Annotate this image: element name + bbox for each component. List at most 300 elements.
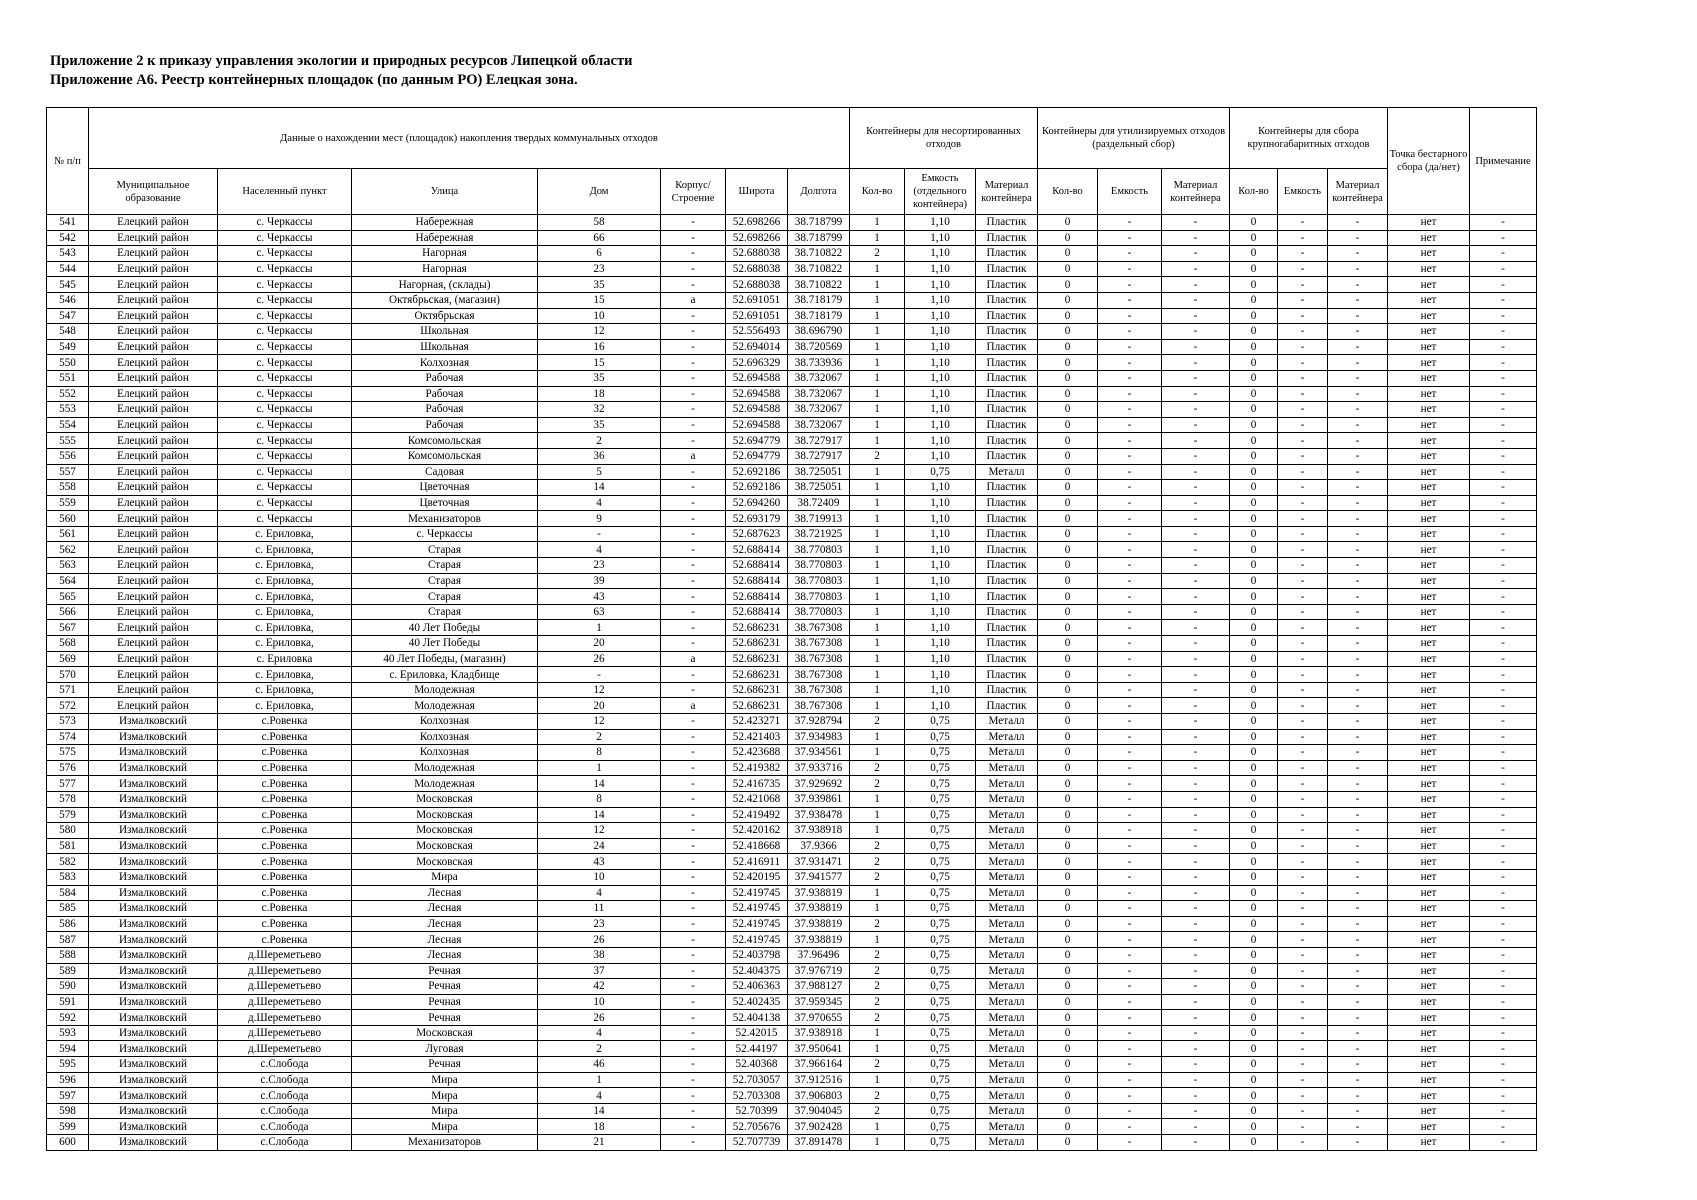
header-row-number: № п/п	[47, 108, 89, 215]
cell-recycle-material: -	[1162, 495, 1230, 511]
cell-bulky-material: -	[1328, 495, 1388, 511]
cell-unsorted-material: Металл	[976, 963, 1038, 979]
cell-unsorted-capacity: 0,75	[905, 1088, 976, 1104]
cell-street: Колхозная	[352, 745, 538, 761]
cell-recycle-material: -	[1162, 417, 1230, 433]
table-row	[47, 776, 1537, 792]
cell-unsorted-material: Пластик	[976, 698, 1038, 714]
cell-street: Мира	[352, 869, 538, 885]
cell-recycle-count: 0	[1038, 979, 1098, 995]
cell-bulky-material: -	[1328, 1119, 1388, 1135]
cell-latitude: 52.419745	[726, 885, 788, 901]
cell-bagless-point: нет	[1388, 651, 1470, 667]
cell-bulky-count: 0	[1230, 1103, 1278, 1119]
cell-unsorted-capacity: 0,75	[905, 994, 976, 1010]
cell-bagless-point: нет	[1388, 261, 1470, 277]
table-row	[47, 979, 1537, 995]
cell-recycle-material: -	[1162, 916, 1230, 932]
cell-bulky-material: -	[1328, 620, 1388, 636]
cell-longitude: 38.770803	[788, 573, 850, 589]
cell-recycle-count: 0	[1038, 885, 1098, 901]
cell-house: 42	[538, 979, 661, 995]
cell-bulky-count: 0	[1230, 714, 1278, 730]
table-header	[47, 108, 1537, 215]
cell-bulky-capacity: -	[1278, 1057, 1328, 1073]
cell-municipality: Елецкий район	[89, 495, 218, 511]
cell-house: 35	[538, 370, 661, 386]
cell-street: Мира	[352, 1119, 538, 1135]
cell-unsorted-material: Пластик	[976, 636, 1038, 652]
cell-building: -	[661, 807, 726, 823]
cell-bulky-count: 0	[1230, 464, 1278, 480]
cell-unsorted-material: Пластик	[976, 526, 1038, 542]
cell-house: 18	[538, 386, 661, 402]
cell-bulky-count: 0	[1230, 854, 1278, 870]
cell-bulky-count: 0	[1230, 526, 1278, 542]
cell-recycle-material: -	[1162, 261, 1230, 277]
cell-recycle-material: -	[1162, 1057, 1230, 1073]
cell-bagless-point: нет	[1388, 745, 1470, 761]
cell-building: -	[661, 947, 726, 963]
cell-settlement: с.Ровенка	[218, 869, 352, 885]
cell-longitude: 38.767308	[788, 636, 850, 652]
cell-longitude: 37.938478	[788, 807, 850, 823]
cell-building: -	[661, 1057, 726, 1073]
cell-bagless-point: нет	[1388, 1088, 1470, 1104]
cell-row-number: 591	[47, 994, 89, 1010]
cell-unsorted-count: 1	[850, 526, 905, 542]
cell-bulky-capacity: -	[1278, 1135, 1328, 1151]
cell-latitude: 52.694588	[726, 370, 788, 386]
cell-settlement: с. Ериловка	[218, 651, 352, 667]
cell-unsorted-capacity: 1,10	[905, 433, 976, 449]
cell-bulky-count: 0	[1230, 604, 1278, 620]
cell-recycle-capacity: -	[1098, 402, 1162, 418]
cell-row-number: 558	[47, 480, 89, 496]
cell-settlement: с. Ериловка,	[218, 542, 352, 558]
cell-recycle-capacity: -	[1098, 682, 1162, 698]
cell-bulky-material: -	[1328, 230, 1388, 246]
cell-street: Набережная	[352, 230, 538, 246]
cell-row-number: 577	[47, 776, 89, 792]
cell-settlement: с.Слобода	[218, 1072, 352, 1088]
cell-latitude: 52.692186	[726, 464, 788, 480]
cell-unsorted-material: Металл	[976, 1072, 1038, 1088]
cell-unsorted-count: 1	[850, 589, 905, 605]
table-row	[47, 807, 1537, 823]
cell-row-number: 555	[47, 433, 89, 449]
cell-recycle-capacity: -	[1098, 589, 1162, 605]
cell-settlement: с.Ровенка	[218, 916, 352, 932]
cell-latitude: 52.694588	[726, 417, 788, 433]
cell-unsorted-capacity: 1,10	[905, 215, 976, 231]
cell-bulky-count: 0	[1230, 636, 1278, 652]
cell-municipality: Елецкий район	[89, 558, 218, 574]
cell-house: 4	[538, 885, 661, 901]
cell-bulky-material: -	[1328, 480, 1388, 496]
cell-recycle-material: -	[1162, 963, 1230, 979]
cell-settlement: с. Черкассы	[218, 261, 352, 277]
cell-unsorted-count: 1	[850, 745, 905, 761]
cell-house: 38	[538, 947, 661, 963]
cell-recycle-capacity: -	[1098, 308, 1162, 324]
cell-note: -	[1470, 807, 1537, 823]
cell-bagless-point: нет	[1388, 667, 1470, 683]
cell-bulky-material: -	[1328, 916, 1388, 932]
cell-unsorted-material: Пластик	[976, 292, 1038, 308]
cell-unsorted-count: 1	[850, 651, 905, 667]
cell-recycle-material: -	[1162, 589, 1230, 605]
cell-street: Колхозная	[352, 355, 538, 371]
cell-longitude: 38.718799	[788, 215, 850, 231]
cell-recycle-count: 0	[1038, 1025, 1098, 1041]
cell-row-number: 544	[47, 261, 89, 277]
cell-longitude: 38.725051	[788, 464, 850, 480]
cell-recycle-capacity: -	[1098, 526, 1162, 542]
cell-recycle-material: -	[1162, 1025, 1230, 1041]
cell-municipality: Измалковский	[89, 729, 218, 745]
table-row	[47, 558, 1537, 574]
cell-unsorted-capacity: 1,10	[905, 277, 976, 293]
cell-latitude: 52.686231	[726, 620, 788, 636]
cell-longitude: 37.933716	[788, 760, 850, 776]
cell-note: -	[1470, 916, 1537, 932]
cell-note: -	[1470, 573, 1537, 589]
cell-note: -	[1470, 698, 1537, 714]
cell-latitude: 52.686231	[726, 698, 788, 714]
cell-street: Московская	[352, 791, 538, 807]
cell-recycle-material: -	[1162, 246, 1230, 262]
cell-recycle-capacity: -	[1098, 604, 1162, 620]
cell-unsorted-material: Металл	[976, 885, 1038, 901]
cell-recycle-capacity: -	[1098, 464, 1162, 480]
table-row	[47, 1010, 1537, 1026]
cell-unsorted-material: Металл	[976, 994, 1038, 1010]
cell-recycle-count: 0	[1038, 339, 1098, 355]
cell-recycle-material: -	[1162, 838, 1230, 854]
cell-latitude: 52.419382	[726, 760, 788, 776]
cell-latitude: 52.691051	[726, 308, 788, 324]
cell-longitude: 37.891478	[788, 1135, 850, 1151]
cell-unsorted-count: 2	[850, 963, 905, 979]
table-row	[47, 355, 1537, 371]
cell-bulky-capacity: -	[1278, 324, 1328, 340]
cell-recycle-count: 0	[1038, 511, 1098, 527]
cell-bagless-point: нет	[1388, 292, 1470, 308]
cell-bulky-capacity: -	[1278, 947, 1328, 963]
cell-building: -	[661, 854, 726, 870]
cell-bulky-capacity: -	[1278, 667, 1328, 683]
cell-bulky-count: 0	[1230, 916, 1278, 932]
cell-building: -	[661, 791, 726, 807]
cell-unsorted-capacity: 0,75	[905, 1103, 976, 1119]
cell-building: -	[661, 916, 726, 932]
cell-bagless-point: нет	[1388, 355, 1470, 371]
cell-bulky-material: -	[1328, 947, 1388, 963]
cell-building: -	[661, 1072, 726, 1088]
cell-longitude: 37.928794	[788, 714, 850, 730]
cell-unsorted-count: 2	[850, 854, 905, 870]
cell-bulky-count: 0	[1230, 979, 1278, 995]
cell-municipality: Измалковский	[89, 979, 218, 995]
cell-latitude: 52.688414	[726, 558, 788, 574]
cell-row-number: 583	[47, 869, 89, 885]
cell-building: -	[661, 1088, 726, 1104]
cell-latitude: 52.696329	[726, 355, 788, 371]
cell-house: 12	[538, 714, 661, 730]
cell-bulky-count: 0	[1230, 682, 1278, 698]
cell-row-number: 568	[47, 636, 89, 652]
cell-bulky-capacity: -	[1278, 714, 1328, 730]
cell-unsorted-material: Металл	[976, 760, 1038, 776]
cell-recycle-capacity: -	[1098, 869, 1162, 885]
cell-bulky-count: 0	[1230, 823, 1278, 839]
cell-bagless-point: нет	[1388, 324, 1470, 340]
cell-recycle-material: -	[1162, 1119, 1230, 1135]
cell-unsorted-material: Металл	[976, 1010, 1038, 1026]
cell-unsorted-count: 1	[850, 1072, 905, 1088]
cell-row-number: 600	[47, 1135, 89, 1151]
cell-longitude: 37.934983	[788, 729, 850, 745]
cell-street: Рабочая	[352, 370, 538, 386]
cell-settlement: с.Ровенка	[218, 760, 352, 776]
cell-note: -	[1470, 932, 1537, 948]
cell-row-number: 588	[47, 947, 89, 963]
cell-unsorted-count: 1	[850, 667, 905, 683]
cell-bulky-capacity: -	[1278, 402, 1328, 418]
cell-longitude: 37.931471	[788, 854, 850, 870]
cell-unsorted-count: 1	[850, 542, 905, 558]
cell-bulky-material: -	[1328, 277, 1388, 293]
cell-unsorted-material: Пластик	[976, 308, 1038, 324]
cell-municipality: Елецкий район	[89, 261, 218, 277]
cell-unsorted-count: 1	[850, 1119, 905, 1135]
cell-note: -	[1470, 230, 1537, 246]
cell-latitude: 52.416735	[726, 776, 788, 792]
cell-recycle-material: -	[1162, 464, 1230, 480]
cell-bulky-capacity: -	[1278, 698, 1328, 714]
cell-unsorted-material: Металл	[976, 776, 1038, 792]
cell-recycle-material: -	[1162, 745, 1230, 761]
cell-bulky-capacity: -	[1278, 651, 1328, 667]
cell-bulky-count: 0	[1230, 246, 1278, 262]
cell-street: Колхозная	[352, 729, 538, 745]
cell-row-number: 561	[47, 526, 89, 542]
cell-house: 23	[538, 261, 661, 277]
cell-row-number: 545	[47, 277, 89, 293]
cell-house: 1	[538, 760, 661, 776]
cell-unsorted-capacity: 0,75	[905, 838, 976, 854]
table-row	[47, 604, 1537, 620]
cell-building: -	[661, 604, 726, 620]
cell-settlement: с. Ериловка,	[218, 573, 352, 589]
cell-bulky-capacity: -	[1278, 542, 1328, 558]
cell-municipality: Измалковский	[89, 714, 218, 730]
cell-bulky-count: 0	[1230, 620, 1278, 636]
cell-bulky-capacity: -	[1278, 230, 1328, 246]
cell-recycle-capacity: -	[1098, 1057, 1162, 1073]
cell-settlement: с.Ровенка	[218, 838, 352, 854]
cell-unsorted-count: 1	[850, 604, 905, 620]
cell-municipality: Елецкий район	[89, 370, 218, 386]
cell-latitude: 52.688414	[726, 589, 788, 605]
cell-unsorted-count: 2	[850, 979, 905, 995]
cell-street: Рабочая	[352, 402, 538, 418]
cell-longitude: 37.988127	[788, 979, 850, 995]
cell-unsorted-count: 2	[850, 714, 905, 730]
cell-building: -	[661, 542, 726, 558]
cell-recycle-count: 0	[1038, 370, 1098, 386]
cell-bulky-count: 0	[1230, 558, 1278, 574]
cell-bulky-count: 0	[1230, 589, 1278, 605]
cell-longitude: 38.732067	[788, 386, 850, 402]
cell-building: -	[661, 355, 726, 371]
cell-recycle-count: 0	[1038, 994, 1098, 1010]
cell-longitude: 37.970655	[788, 1010, 850, 1026]
cell-building: -	[661, 433, 726, 449]
cell-bagless-point: нет	[1388, 854, 1470, 870]
cell-row-number: 592	[47, 1010, 89, 1026]
cell-recycle-capacity: -	[1098, 760, 1162, 776]
cell-recycle-material: -	[1162, 402, 1230, 418]
cell-row-number: 572	[47, 698, 89, 714]
cell-bulky-count: 0	[1230, 511, 1278, 527]
cell-street: Луговая	[352, 1041, 538, 1057]
table-row	[47, 667, 1537, 683]
cell-bagless-point: нет	[1388, 370, 1470, 386]
cell-street: Мира	[352, 1088, 538, 1104]
cell-note: -	[1470, 947, 1537, 963]
cell-note: -	[1470, 791, 1537, 807]
cell-row-number: 570	[47, 667, 89, 683]
cell-row-number: 575	[47, 745, 89, 761]
cell-bulky-material: -	[1328, 1057, 1388, 1073]
cell-bulky-capacity: -	[1278, 386, 1328, 402]
cell-unsorted-material: Металл	[976, 916, 1038, 932]
document-titles	[50, 52, 632, 90]
cell-unsorted-material: Пластик	[976, 667, 1038, 683]
table-row	[47, 729, 1537, 745]
header-municipality: Муниципальное образование	[89, 169, 218, 215]
cell-longitude: 37.966164	[788, 1057, 850, 1073]
cell-longitude: 38.727917	[788, 433, 850, 449]
cell-bulky-material: -	[1328, 807, 1388, 823]
cell-recycle-count: 0	[1038, 308, 1098, 324]
cell-unsorted-material: Металл	[976, 714, 1038, 730]
cell-recycle-count: 0	[1038, 869, 1098, 885]
table-row	[47, 760, 1537, 776]
cell-municipality: Елецкий район	[89, 355, 218, 371]
cell-row-number: 578	[47, 791, 89, 807]
cell-unsorted-material: Пластик	[976, 448, 1038, 464]
cell-note: -	[1470, 402, 1537, 418]
cell-settlement: д.Шереметьево	[218, 963, 352, 979]
cell-building: -	[661, 370, 726, 386]
cell-bulky-material: -	[1328, 698, 1388, 714]
cell-recycle-count: 0	[1038, 542, 1098, 558]
cell-building: -	[661, 402, 726, 418]
cell-house: 24	[538, 838, 661, 854]
cell-settlement: с.Слобода	[218, 1119, 352, 1135]
cell-recycle-capacity: -	[1098, 246, 1162, 262]
cell-bulky-count: 0	[1230, 355, 1278, 371]
cell-latitude: 52.421403	[726, 729, 788, 745]
cell-bagless-point: нет	[1388, 776, 1470, 792]
cell-recycle-capacity: -	[1098, 651, 1162, 667]
cell-recycle-capacity: -	[1098, 823, 1162, 839]
cell-bulky-material: -	[1328, 604, 1388, 620]
cell-recycle-count: 0	[1038, 651, 1098, 667]
cell-bulky-capacity: -	[1278, 885, 1328, 901]
cell-note: -	[1470, 292, 1537, 308]
table-row	[47, 277, 1537, 293]
cell-settlement: с. Ериловка,	[218, 589, 352, 605]
cell-bulky-count: 0	[1230, 433, 1278, 449]
cell-longitude: 38.727917	[788, 448, 850, 464]
cell-street: Механизаторов	[352, 511, 538, 527]
cell-unsorted-material: Пластик	[976, 402, 1038, 418]
cell-bagless-point: нет	[1388, 823, 1470, 839]
cell-longitude: 38.767308	[788, 682, 850, 698]
cell-unsorted-capacity: 0,75	[905, 776, 976, 792]
table-row	[47, 838, 1537, 854]
cell-bagless-point: нет	[1388, 1103, 1470, 1119]
cell-bulky-capacity: -	[1278, 589, 1328, 605]
cell-street: с. Черкассы	[352, 526, 538, 542]
cell-municipality: Измалковский	[89, 838, 218, 854]
cell-recycle-material: -	[1162, 620, 1230, 636]
cell-recycle-capacity: -	[1098, 636, 1162, 652]
cell-recycle-capacity: -	[1098, 745, 1162, 761]
cell-row-number: 585	[47, 901, 89, 917]
cell-bulky-material: -	[1328, 246, 1388, 262]
table-row	[47, 901, 1537, 917]
cell-note: -	[1470, 776, 1537, 792]
cell-municipality: Измалковский	[89, 1135, 218, 1151]
cell-recycle-capacity: -	[1098, 979, 1162, 995]
cell-bulky-capacity: -	[1278, 433, 1328, 449]
cell-unsorted-count: 2	[850, 916, 905, 932]
cell-house: 4	[538, 1025, 661, 1041]
cell-row-number: 580	[47, 823, 89, 839]
table-row	[47, 448, 1537, 464]
cell-bulky-count: 0	[1230, 308, 1278, 324]
cell-unsorted-count: 1	[850, 370, 905, 386]
cell-house: 46	[538, 1057, 661, 1073]
cell-recycle-material: -	[1162, 651, 1230, 667]
cell-note: -	[1470, 589, 1537, 605]
cell-recycle-count: 0	[1038, 901, 1098, 917]
cell-recycle-material: -	[1162, 1010, 1230, 1026]
cell-recycle-count: 0	[1038, 745, 1098, 761]
cell-note: -	[1470, 885, 1537, 901]
cell-unsorted-capacity: 1,10	[905, 573, 976, 589]
cell-house: 43	[538, 589, 661, 605]
cell-settlement: д.Шереметьево	[218, 947, 352, 963]
cell-bulky-capacity: -	[1278, 1025, 1328, 1041]
cell-bulky-material: -	[1328, 542, 1388, 558]
cell-house: 4	[538, 542, 661, 558]
table-row	[47, 417, 1537, 433]
cell-bulky-count: 0	[1230, 339, 1278, 355]
cell-street: Лесная	[352, 916, 538, 932]
cell-recycle-material: -	[1162, 854, 1230, 870]
header-bulky-count: Кол-во	[1230, 169, 1278, 215]
cell-settlement: с.Ровенка	[218, 823, 352, 839]
cell-settlement: с.Слобода	[218, 1057, 352, 1073]
cell-house: 36	[538, 448, 661, 464]
cell-row-number: 547	[47, 308, 89, 324]
